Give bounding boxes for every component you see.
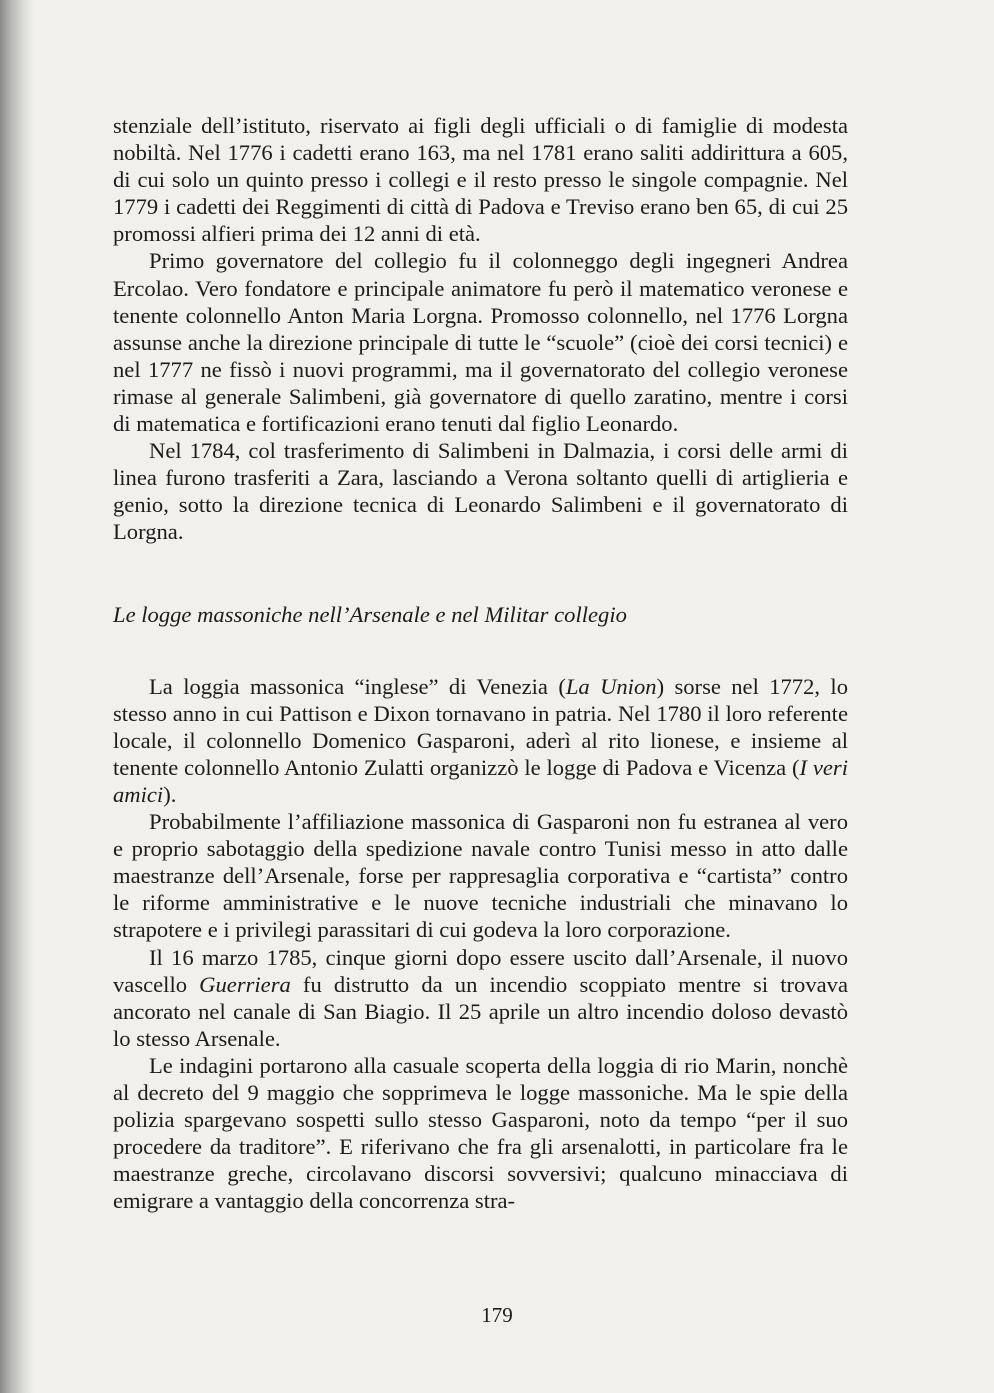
paragraph-1: stenziale dell’istituto, riservato ai figli degli ufficiali o di famiglie di modesta nobiltà. Nel 1776 i cadetti erano 163, ma nel 1781 erano saliti addirittura a 605, di cui solo un quinto presso i collegi e il resto presso le singole compagnie. Nel 1779 i cadetti dei Reggimenti di città di Padova e Treviso erano ben 65, di cui 25 promossi alfieri prima dei 12 anni di età. xyxy=(113,113,848,247)
paragraph-6 xyxy=(113,944,848,1052)
paragraph-6-text-a: Il 16 marzo 1785, cinque giorni dopo essere uscito dall’Arsenale, il nuovo vascello xyxy=(113,944,848,997)
paragraph-4-text-e: ). xyxy=(163,781,177,807)
ship-name-guerriera: Guerriera xyxy=(199,971,291,997)
page-number: 179 xyxy=(481,1303,513,1327)
paragraph-2: Primo governatore del collegio fu il colonneggo degli ingegneri Andrea Ercolao. Vero fondatore e principale animatore fu però il matematico veronese e tenente colonnello Anton Maria Lorgna. Promosso colonnello, nel 1776 Lorgna assunse anche la direzione principale di tutte le “scuole” (cioè dei corsi tecnici) e nel 1777 ne fissò i nuovi programmi, ma il governatorato del collegio veronese rimase al generale Salimbeni, già governatore di quello zaratino, mentre i corsi di matematica e fortificazioni erano tenuti dal figlio Leonardo. xyxy=(113,248,848,437)
paragraph-5: Probabilmente l’affiliazione massonica di Gasparoni non fu estranea al vero e proprio sabotaggio della spedizione navale contro Tunisi messo in atto dalle maestranze dell’Arsenale, forse per rappresaglia corporativa e “cartista” contro le riforme amministrative e le nuove tecniche industriali che minavano lo strapotere e i privilegi parassitari di cui godeva la loro corporazione. xyxy=(113,809,848,943)
paragraph-4-text-a: La loggia massonica “inglese” di Venezia ( xyxy=(149,673,566,699)
scan-edge-shadow xyxy=(0,0,34,1393)
paragraph-6-text-c: fu distrutto da un incendio scoppiato mentre si trovava ancorato nel canale di San Biagio. Il 25 aprile un altro incendio doloso devastò lo stesso Arsenale. xyxy=(113,971,848,1051)
paragraph-3: Nel 1784, col trasferimento di Salimbeni in Dalmazia, i corsi delle armi di linea furono trasferiti a Zara, lasciando a Verona soltanto quelli di artiglieria e genio, sotto la direzione tecnica di Leonardo Salimbeni e il governatorato di Lorgna. xyxy=(113,438,848,545)
paragraph-4 xyxy=(113,673,848,808)
paragraph-7: Le indagini portarono alla casuale scoperta della loggia di rio Marin, nonchè al decreto del 9 maggio che sopprimeva le logge massoniche. Ma le spie della polizia spargevano sospetti sullo stesso Gasparoni, noto da tempo “per il suo procedere da traditore”. E riferivano che fra gli arsenalotti, in particolare fra le maestranze greche, circolavano discorsi sovversivi; qualcuno minacciava di emigrare a vantaggio della concorrenza stra- xyxy=(113,1052,848,1214)
section-heading: Le logge massoniche nell’Arsenale e nel Militar collegio xyxy=(113,601,627,627)
page-body xyxy=(113,112,848,1214)
lodge-name-i-veri-amici: I veri amici xyxy=(113,754,849,807)
paragraph-4-text-c: ) sorse nel 1772, lo stesso anno in cui Pattison e Dixon tornavano in patria. Nel 1780 il loro referente locale, il colonnello Domenico Gasparoni, aderì al rito lionese, e insieme al tenente colonnello Antonio Zulatti organizzò le logge di Padova e Vicenza ( xyxy=(113,673,848,780)
lodge-name-la-union: La Union xyxy=(565,673,657,699)
